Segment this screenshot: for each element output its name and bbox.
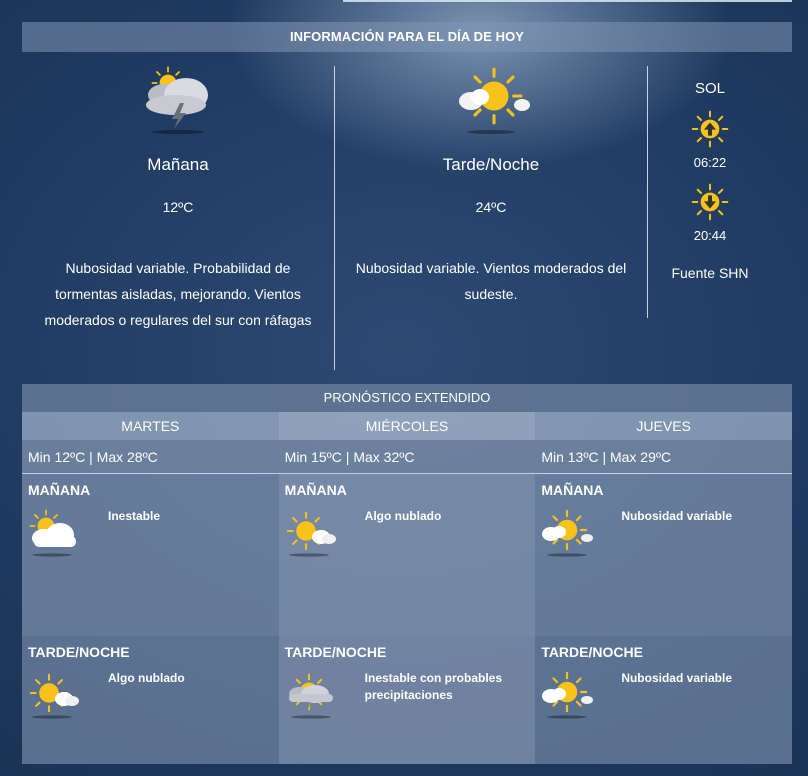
day-column <box>279 412 536 764</box>
sun-panel <box>660 80 760 281</box>
extended-title: PRONÓSTICO EXTENDIDO <box>22 384 792 412</box>
period-title: Tarde/Noche <box>442 155 540 174</box>
morning-slot <box>22 474 279 636</box>
min-max-temp: Min 15ºC | Max 32ºC <box>279 440 536 474</box>
extended-forecast <box>22 384 792 764</box>
slot-label: TARDE/NOCHE <box>28 644 130 660</box>
slot-description: Algo nublado <box>364 509 442 523</box>
slot-label: TARDE/NOCHE <box>541 644 643 660</box>
forecast-description: Nubosidad variable. Probabilidad de tormentas aisladas, mejorando. Vientos moderados o regulares del sur con ráfagas <box>44 260 312 328</box>
slot-label: MAÑANA <box>541 482 604 498</box>
morning-slot <box>535 474 792 636</box>
sunset-time: 20:44 <box>693 228 727 243</box>
slot-description: Inestable <box>108 509 161 523</box>
min-max-temp: Min 12ºC | Max 28ºC <box>22 440 279 474</box>
sun-rain-cloud-icon <box>283 670 339 725</box>
partly-cloudy-icon <box>539 508 595 563</box>
slot-description: Nubosidad variable <box>621 671 733 685</box>
min-max-temp: Min 13ºC | Max 29ºC <box>535 440 792 474</box>
partly-cloudy-icon <box>539 670 595 725</box>
storm-cloud-icon <box>40 65 316 135</box>
sun-small-cloud-icon <box>283 508 339 563</box>
period-title: Mañana <box>147 155 209 174</box>
day-column <box>22 412 279 764</box>
forecast-description: Nubosidad variable. Vientos moderados del sudeste. <box>355 260 627 302</box>
slot-label: TARDE/NOCHE <box>284 644 387 660</box>
night-slot <box>279 636 536 764</box>
slot-description: Inestable con probables precipitaciones <box>364 671 503 702</box>
slot-label: MAÑANA <box>28 482 91 498</box>
night-slot <box>535 636 792 764</box>
temperature: 24ºC <box>475 199 507 215</box>
day-name: MIÉRCOLES <box>279 412 536 440</box>
sunrise-time: 06:22 <box>693 155 727 170</box>
top-divider <box>343 0 792 2</box>
slot-description: Algo nublado <box>108 671 185 685</box>
temperature: 12ºC <box>162 199 194 215</box>
night-slot <box>22 636 279 764</box>
today-header: INFORMACIÓN PARA EL DÍA DE HOY <box>22 22 792 52</box>
today-morning <box>40 65 316 333</box>
sun-small-cloud-icon <box>26 670 82 725</box>
today-afternoon <box>352 65 630 307</box>
day-column <box>535 412 792 764</box>
morning-slot <box>279 474 536 636</box>
sun-cloud-icon <box>26 508 82 563</box>
slot-description: Nubosidad variable <box>621 509 733 523</box>
column-divider <box>334 66 335 370</box>
column-divider <box>647 66 648 318</box>
day-name: JUEVES <box>535 412 792 440</box>
data-source: Fuente SHN <box>671 265 749 281</box>
sunrise-icon <box>660 109 760 147</box>
day-name: MARTES <box>22 412 279 440</box>
slot-label: MAÑANA <box>284 482 347 498</box>
partly-cloudy-icon <box>352 65 630 135</box>
sun-title: SOL <box>694 80 725 97</box>
sunset-icon <box>660 182 760 220</box>
